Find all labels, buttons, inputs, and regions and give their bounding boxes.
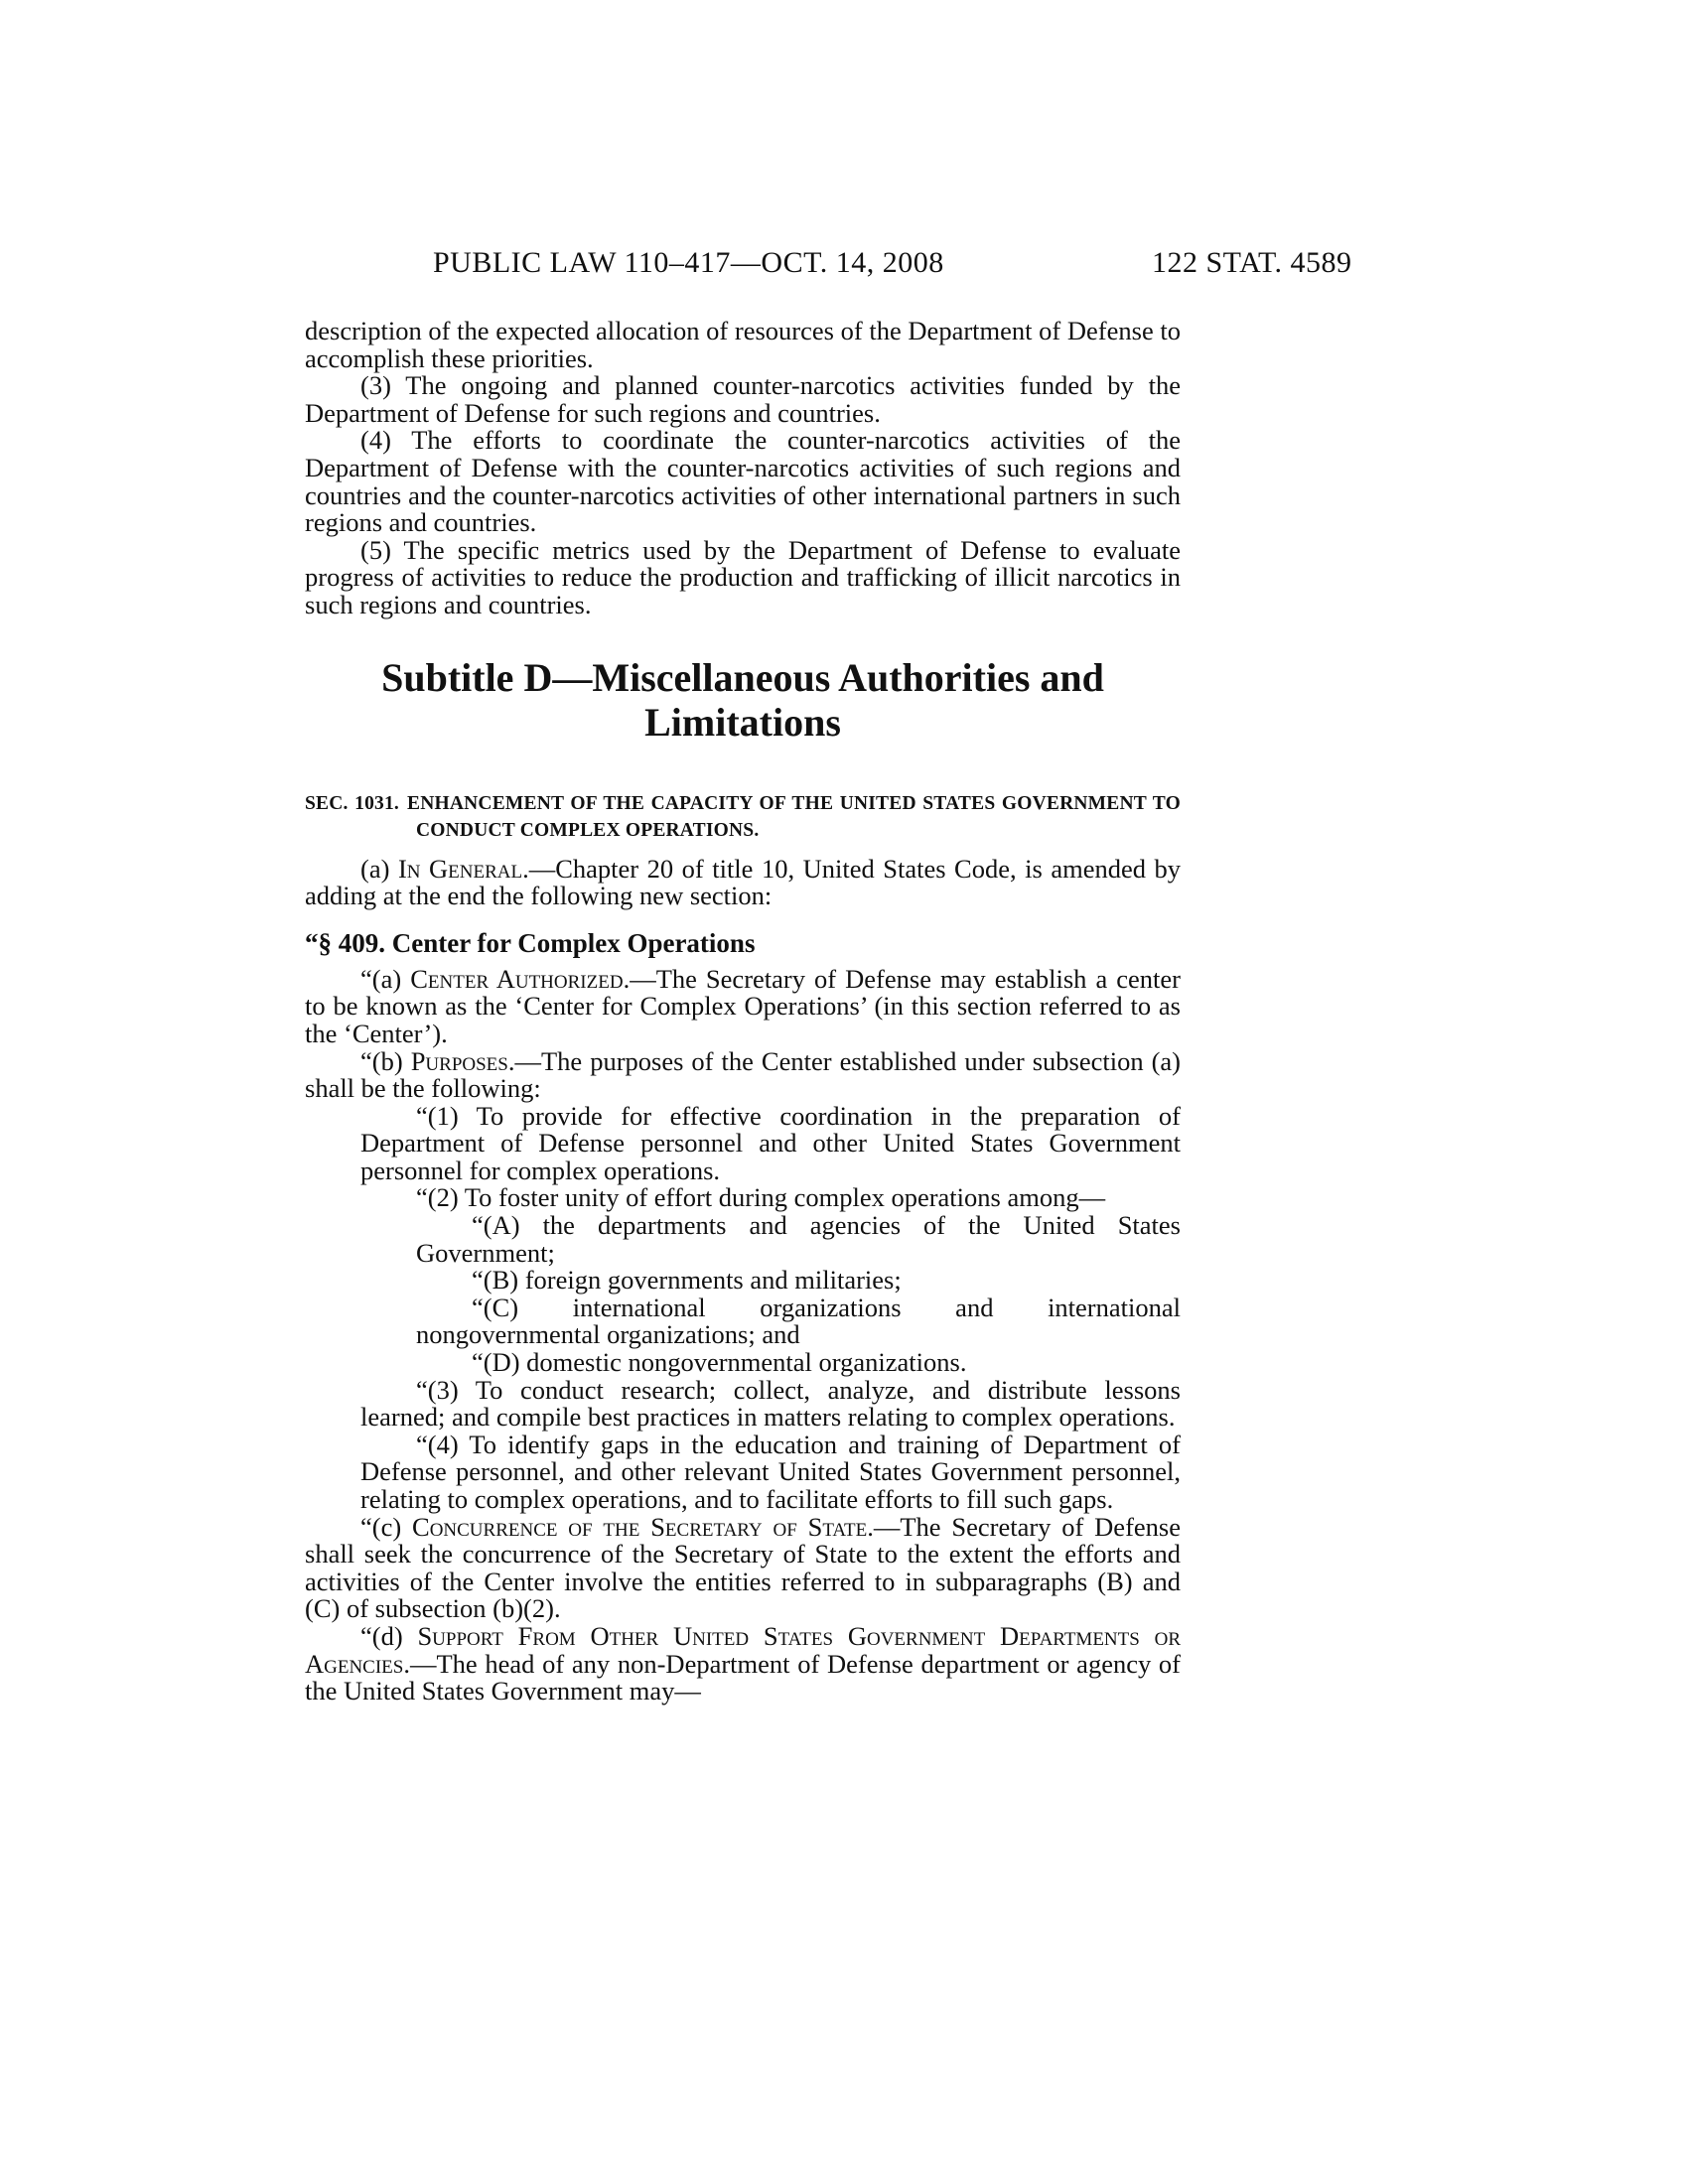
inserted-subsection-a-text: .—The Secretary of Defense may establish a center to be known as the ‘Center for Complex Operations’ (in this section referred to as the ‘Center’). [305,963,1182,1048]
inserted-subsection-b-text: .—The purposes of the Center established under subsection (a) shall be the following: [305,1045,1181,1104]
subsection-a [305,853,1181,911]
inserted-subsection-b-heading: Purposes [410,1045,508,1076]
running-header: PUBLIC LAW 110–417—OCT. 14, 2008 [433,246,944,279]
continued-paragraph: description of the expected allocation of resources of the Department of Defense to accomplish these priorities. [305,316,1181,373]
inserted-subsection-a-heading: Center Authorized [410,963,624,994]
purpose-1: “(1) To provide for effective coordination in the preparation of Department of Defense personnel and other United States Government personnel for complex operations. [360,1100,1181,1185]
inserted-section-title: “§ 409. Center for Complex Operations [305,927,756,958]
inserted-subsection-a-label: “(a) [360,963,411,994]
section-heading-title: ENHANCEMENT OF THE CAPACITY OF THE UNITED STATES GOVERNMENT TO CONDUCT COMPLEX OPERATIONS. [407,792,1182,841]
inserted-subsection-a [305,963,1182,1048]
inserted-subsection-d-label: “(d) [360,1620,418,1651]
text-column [305,318,1181,1706]
section-heading [305,790,1181,844]
purpose-2: “(2) To foster unity of effort during complex operations among— [416,1182,1106,1213]
statute-citation: 122 STAT. 4589 [1152,246,1352,279]
purpose-4: “(4) To identify gaps in the education and training of Department of Defense personnel, and other relevant United States Government personnel, relating to complex operations, and to facilitate efforts to fill such gaps. [360,1429,1181,1514]
section-number: SEC. 1031. [305,792,400,814]
subsection-a-heading: In General [397,853,523,884]
subtitle-line-1: Subtitle D—Miscellaneous Authorities and [381,654,1104,700]
paragraph-5: (5) The specific metrics used by the Department of Defense to evaluate progress of activities to reduce the production and trafficking of illicit narcotics in such regions and countries. [305,534,1181,619]
inserted-subsection-c [305,1511,1181,1624]
inserted-subsection-d-heading: Support From Other United States Government Departments or Agencies [305,1620,1181,1679]
inserted-subsection-d-text: .—The head of any non-Department of Defense department or agency of the United States Government may— [305,1648,1181,1706]
inserted-subsection-c-text: .—The Secretary of Defense shall seek the concurrence of the Secretary of State to the extent the efforts and activities of the Center involve the entities referred to in subparagraphs (B) and (C) of subsection (b)(2). [305,1511,1181,1624]
inserted-subsection-c-label: “(c) [360,1511,413,1542]
inserted-subsection-b [305,1045,1181,1104]
paragraph-3: (3) The ongoing and planned counter-narcotics activities funded by the Department of Defense for such regions and countries. [305,370,1181,428]
purpose-3: “(3) To conduct research; collect, analyze, and distribute lessons learned; and compile best practices in matters relating to complex operations. [360,1374,1181,1433]
subtitle-line-2: Limitations [644,699,841,745]
purpose-2-c: “(C) international organizations and international nongovernmental organizations; and [416,1292,1181,1350]
purpose-2-b: “(B) foreign governments and militaries; [472,1265,902,1296]
subsection-a-text: .—Chapter 20 of title 10, United States Code, is amended by adding at the end the following new section: [305,853,1181,911]
inserted-subsection-b-label: “(b) [360,1045,411,1076]
paragraph-4: (4) The efforts to coordinate the counter-narcotics activities of the Department of Defense with the counter-narcotics activities of such regions and countries and the counter-narcotics activities of other international partners in such regions and countries. [305,425,1181,538]
purpose-2-d: “(D) domestic nongovernmental organizations. [472,1347,967,1378]
subsection-a-label: (a) [360,853,398,884]
inserted-subsection-d [305,1620,1181,1706]
inserted-subsection-c-heading: Concurrence of the Secretary of State [412,1511,868,1542]
purpose-2-a: “(A) the departments and agencies of the United States Government; [416,1210,1181,1268]
subtitle-heading [305,655,1181,745]
